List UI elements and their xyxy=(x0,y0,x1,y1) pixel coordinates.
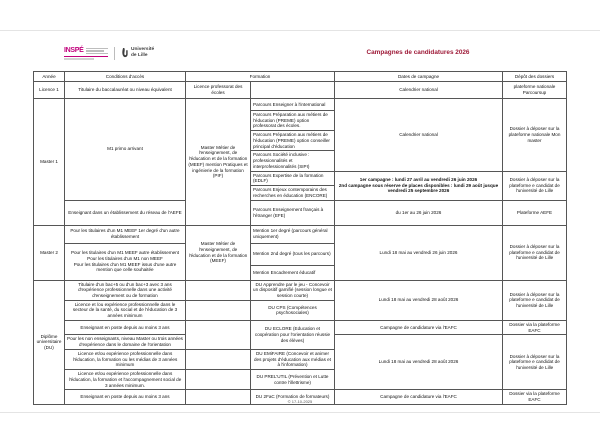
cell-depot-master2: Dossier à déposer sur la plateforme e candidat de l'université de Lille xyxy=(503,225,567,280)
cell-du-eclore: DU ECLORE (Education et coopération pour l'orientation réussie des élèves) xyxy=(251,320,335,349)
university-name-line1: Université xyxy=(131,47,155,53)
footer-date: © 17-10-2025 xyxy=(287,399,313,404)
cell-depot-licence1: plateforme nationale Parcoursup xyxy=(503,82,567,99)
table-row xyxy=(34,99,567,111)
cell-parcours-encore: Parcours Enjeux contemporains des recherches en éducation (ENCORE) xyxy=(251,186,335,200)
header-row xyxy=(34,72,567,82)
table-row xyxy=(34,280,567,300)
cell-depot-du-2: Dossier à déposer sur la plateforme e candidat de l'université de Lille xyxy=(503,335,567,390)
cell-dates-efe: du 1er au 26 juin 2026 xyxy=(335,200,503,225)
cell-parcours-edlf: Parcours Expertise de la formation (EDLF) xyxy=(251,171,335,185)
campagne-1-dates: 1er campagne : lundi 27 avril au vendredi 26 juin 2026 xyxy=(359,176,478,182)
cell-depot-mon-master: Dossier à déposer sur la plateforme nationale Mon master xyxy=(503,99,567,172)
header-formation: Formation xyxy=(186,72,335,82)
table-row xyxy=(34,82,567,99)
condition-line: Pour les titulaires d'un M1 MEEF issus d'une autre mention que celle souhaitée xyxy=(73,261,177,273)
cell-formation-meef: Master Métier de l'enseignement, de l'éducation et de la formation (MEEF) xyxy=(186,225,251,280)
cell-du-prelutil: DU PREL'UTIL (Prévention et Lutte contre l'illettrisme) xyxy=(251,370,335,390)
cell-annee-du: Diplôme universitaire (DU) xyxy=(34,280,65,404)
cell-mention-1er-degre: Mention 1er degré (parcours général uniquement) xyxy=(251,225,335,243)
cell-condition-du-3: Enseignant en poste depuis au moins 3 ans xyxy=(65,320,186,334)
university-name xyxy=(131,47,154,59)
inspe-logo xyxy=(64,47,108,60)
table-row xyxy=(34,200,567,225)
inspe-wordmark: INSPÉ xyxy=(64,46,84,54)
inspe-smalltext xyxy=(86,47,108,55)
cell-annee-master1: Master 1 xyxy=(34,99,65,226)
condition-line: Pour les titulaires d'un M1 MEEF autre établissement xyxy=(70,250,180,256)
page-bottom-edge xyxy=(0,412,600,413)
cell-condition-m2-1: Pour les titulaires d'un M1 MEEF 1er degré d'un autre établissement xyxy=(65,225,186,243)
page-title: Campagnes de candidatures 2026 xyxy=(366,49,470,56)
cell-condition-du-6: Licence et/ou expérience professionnelle dans l'éducation, la formation et l'accompagnement social de 3 années minimum. xyxy=(65,370,186,390)
cell-depot-du-1: Dossier à déposer sur la plateforme e candidat de l'université de Lille xyxy=(503,280,567,320)
table-row xyxy=(34,225,567,243)
cell-du-emifaire: DU EMiFAIRE (Concevoir et animer des projets d'éducation aux médias et à l'information) xyxy=(251,349,335,369)
cell-condition-aefe: Enseignant dans un établissement du réseau de l'AEFE xyxy=(65,200,186,225)
cell-dates-licence1: Calendrier national xyxy=(335,82,503,99)
cell-dates-calendrier-national: Calendrier national xyxy=(335,99,503,172)
cell-dates-campagnes-m1 xyxy=(335,171,503,200)
cell-depot-du-eafc-2: Dossier via la plateforme EAFC xyxy=(503,390,567,404)
cell-depot-ecandidat-m1: Dossier à déposer sur la plateforme e candidat de l'université de Lille xyxy=(503,171,567,200)
header-annee: Année xyxy=(34,72,65,82)
cell-dates-du-eafc-1: Campagne de candidature via l'EAFC xyxy=(335,320,503,334)
cell-mention-2nd-degre: Mention 2nd degré (tous les parcours) xyxy=(251,243,335,265)
universite-de-lille-logo xyxy=(121,47,154,59)
cell-dates-du-1: Lundi 18 mai au vendredi 28 août 2026 xyxy=(335,280,503,320)
empty-cell xyxy=(251,82,335,99)
cell-formation-licence1: Licence professorat des écoles xyxy=(186,82,251,99)
cell-condition-licence1: Titulaire du baccalauréat ou niveau équivalent xyxy=(65,82,186,99)
cell-formation-meef-pif: Master Métier de l'enseignement, de l'éducation et de la formation (MEEF) mention Pratiques et ingénierie de la formation (PIF) xyxy=(186,99,251,226)
cell-depot-du-eafc-1: Dossier via la plateforme EAFC xyxy=(503,320,567,334)
cell-condition-m2-2 xyxy=(65,243,186,280)
condition-line: Pour les titulaires d'un M1 non MEEF xyxy=(87,255,163,261)
brand-bar xyxy=(64,44,154,62)
empty-cell xyxy=(186,349,251,369)
header-depot: Dépôt des dossiers xyxy=(503,72,567,82)
inspe-rule xyxy=(64,56,108,57)
university-name-line2: de Lille xyxy=(131,53,148,58)
cell-depot-aefe: Plateforme AEFE xyxy=(503,200,567,225)
cell-dates-du-eafc-2: Campagne de candidature via l'EAFC xyxy=(335,390,503,404)
cell-condition-m1-primo: M1 primo arrivant xyxy=(65,99,186,201)
cell-annee-licence1: Licence 1 xyxy=(34,82,65,99)
empty-cell xyxy=(186,280,251,300)
empty-cell xyxy=(186,300,251,320)
flame-icon xyxy=(121,47,129,59)
cell-condition-du-7: Enseignant en poste depuis au moins 3 ans xyxy=(65,390,186,404)
cell-condition-du-4: Pour les non enseignants, niveau Master ou trois années d'expérience dans le domaine de l'orientation xyxy=(65,335,186,349)
campaigns-table xyxy=(33,71,567,405)
logo-divider xyxy=(114,47,115,60)
cell-dates-master2: Lundi 18 mai au vendredi 26 juin 2026 xyxy=(335,225,503,280)
cell-parcours-efe: Parcours Enseignement français à l'étranger (EFE) xyxy=(251,200,335,225)
cell-parcours-sipi: Parcours Société inclusive : professionnalités et interprofessionnalités (SIPI) xyxy=(251,151,335,171)
cell-condition-du-2: Licence et /ou expérience professionnelle dans le secteur de la santé, du social et de l'éducation de 3 années minimum xyxy=(65,300,186,320)
empty-cell xyxy=(186,370,251,390)
header-conditions: Conditions d'accès xyxy=(65,72,186,82)
header-dates: Dates de campagne xyxy=(335,72,503,82)
cell-du-cps: DU CPS (Compétences psychosociales) xyxy=(251,300,335,320)
cell-condition-du-1: Titulaire d'un bac+5 ou d'un bac+3 avec 3 ans d'expérience professionnelle dans une activité d'enseignement ou de formation xyxy=(65,280,186,300)
inspe-subtext xyxy=(64,58,94,60)
cell-du-2fac: DU 2FaC (Formation de formateurs) xyxy=(251,390,335,404)
empty-cell xyxy=(186,320,251,349)
cell-mention-encadrement: Mention Encadrement éducatif xyxy=(251,265,335,280)
cell-du-apprendre-jeu: DU Apprendre par le jeu - Concevoir un dispositif gamifié (session longue et session courte) xyxy=(251,280,335,300)
table-row xyxy=(34,320,567,334)
cell-parcours-preme-cpe: Parcours Préparation aux métiers de l'éducation (PREME) option conseiller principal d'éducation xyxy=(251,131,335,151)
cell-dates-du-2: Lundi 18 mai au vendredi 28 août 2026 xyxy=(335,335,503,390)
cell-parcours-preme-pe: Parcours Préparation aux métiers de l'éducation (PREME) option professorat des écoles. xyxy=(251,111,335,131)
cell-annee-master2: Master 2 xyxy=(34,225,65,280)
campagne-2-dates: 2nd campagne sous réserve de places disponibles : lundi 29 août jusque vendredi 25 septembre 2026 xyxy=(338,182,499,194)
cell-condition-du-5: Licence et/ou expérience professionnelle dans l'éducation, la formation ou les médias de 3 années minimum xyxy=(65,349,186,369)
page-top-edge xyxy=(0,30,600,31)
cell-parcours-international: Parcours Enseigner à l'international xyxy=(251,99,335,111)
